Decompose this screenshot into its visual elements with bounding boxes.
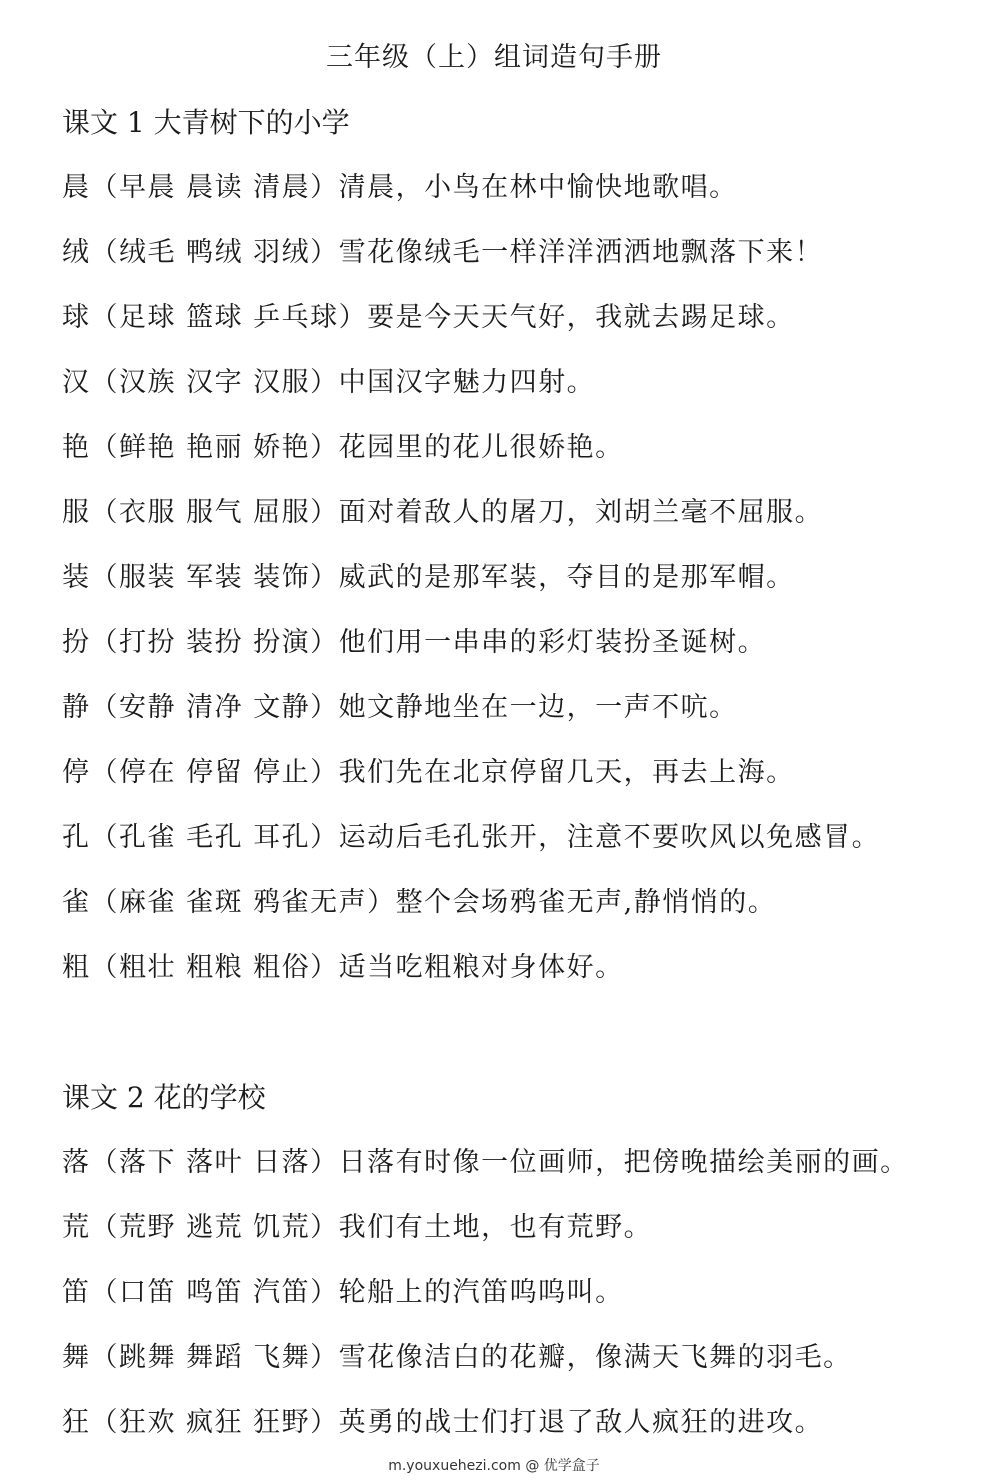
vocab-character: 孔: [62, 822, 91, 853]
vocab-sentence: 雪花像洁白的花瓣，像满天飞舞的羽毛。: [338, 1342, 852, 1373]
vocab-word-group: （安静 清净 文静）: [90, 692, 339, 723]
vocab-entry: [62, 1273, 962, 1313]
vocab-entry: [62, 623, 962, 663]
vocab-sentence: 轮船上的汽笛呜呜叫。: [338, 1277, 624, 1308]
vocab-entry: [62, 1403, 962, 1443]
vocab-entry: [62, 948, 962, 988]
vocab-character: 艳: [62, 432, 91, 463]
vocab-entry: [62, 753, 962, 793]
vocab-sentence: 他们用一串串的彩灯装扮圣诞树。: [338, 627, 767, 658]
vocab-entry: [62, 428, 962, 468]
vocab-character: 绒: [62, 237, 91, 268]
vocab-entry: [62, 688, 962, 728]
vocab-entry: [62, 1143, 962, 1183]
vocab-sentence: 清晨，小鸟在林中愉快地歌唱。: [338, 172, 738, 203]
vocab-character: 服: [62, 497, 91, 528]
vocab-word-group: （落下 落叶 日落）: [90, 1147, 339, 1178]
vocab-entry: [62, 1338, 962, 1378]
vocab-word-group: （麻雀 雀斑 鸦雀无声）: [90, 887, 396, 918]
vocab-entry: [62, 818, 962, 858]
vocab-character: 荒: [62, 1212, 91, 1243]
vocab-entry: [62, 168, 962, 208]
vocab-sentence: 要是今天天气好，我就去踢足球。: [367, 302, 795, 333]
vocab-word-group: （打扮 装扮 扮演）: [90, 627, 339, 658]
vocab-character: 汉: [62, 367, 91, 398]
vocab-character: 晨: [62, 172, 91, 203]
vocab-sentence: 花园里的花儿很娇艳。: [338, 432, 624, 463]
vocab-sentence: 我们有土地，也有荒野。: [338, 1212, 653, 1243]
vocab-sentence: 她文静地坐在一边，一声不吭。: [338, 692, 738, 723]
vocab-character: 扮: [62, 627, 91, 658]
vocab-entry: [62, 1208, 962, 1248]
lesson-section-2: [62, 1078, 962, 1443]
lesson-heading: 课文 2 花的学校: [62, 1081, 266, 1114]
vocab-character: 球: [62, 302, 91, 333]
vocab-sentence: 英勇的战士们打退了敌人疯狂的进攻。: [338, 1407, 824, 1438]
vocab-word-group: （孔雀 毛孔 耳孔）: [90, 822, 339, 853]
vocab-word-group: （停在 停留 停止）: [90, 757, 339, 788]
vocab-character: 舞: [62, 1342, 91, 1373]
vocab-word-group: （粗壮 粗粮 粗俗）: [90, 952, 339, 983]
vocab-entry: [62, 233, 962, 273]
vocab-word-group: （鲜艳 艳丽 娇艳）: [90, 432, 339, 463]
vocab-sentence: 中国汉字魅力四射。: [338, 367, 596, 398]
vocab-sentence: 整个会场鸦雀无声,静悄悄的。: [395, 887, 777, 918]
vocab-sentence: 适当吃粗粮对身体好。: [338, 952, 624, 983]
vocab-sentence: 面对着敌人的屠刀，刘胡兰毫不屈服。: [338, 497, 824, 528]
vocab-character: 粗: [62, 952, 91, 983]
vocab-entry: [62, 558, 962, 598]
vocab-sentence: 运动后毛孔张开，注意不要吹风以免感冒。: [338, 822, 881, 853]
vocab-word-group: （汉族 汉字 汉服）: [90, 367, 339, 398]
document-title: 三年级（上）组词造句手册: [326, 42, 662, 73]
lesson-heading: 课文 1 大青树下的小学: [62, 106, 350, 139]
vocab-character: 笛: [62, 1277, 91, 1308]
vocab-word-group: （荒野 逃荒 饥荒）: [90, 1212, 339, 1243]
vocab-word-group: （足球 篮球 乒乓球）: [90, 302, 368, 333]
vocab-character: 静: [62, 692, 91, 723]
vocab-character: 停: [62, 757, 91, 788]
vocab-sentence: 日落有时像一位画师，把傍晚描绘美丽的画。: [338, 1147, 909, 1178]
vocab-word-group: （早晨 晨读 清晨）: [90, 172, 339, 203]
vocab-word-group: （跳舞 舞蹈 飞舞）: [90, 1342, 339, 1373]
vocab-character: 装: [62, 562, 91, 593]
vocab-entry: [62, 493, 962, 533]
lesson-section-1: [62, 103, 962, 988]
vocab-character: 雀: [62, 887, 91, 918]
vocab-word-group: （绒毛 鸭绒 羽绒）: [90, 237, 339, 268]
vocab-entry: [62, 298, 962, 338]
vocab-word-group: （口笛 鸣笛 汽笛）: [90, 1277, 339, 1308]
vocab-entry: [62, 883, 962, 923]
vocab-word-group: （狂欢 疯狂 狂野）: [90, 1407, 339, 1438]
vocab-sentence: 雪花像绒毛一样洋洋洒洒地飘落下来！: [338, 237, 824, 268]
vocab-sentence: 我们先在北京停留几天，再去上海。: [338, 757, 795, 788]
vocab-entry: [62, 363, 962, 403]
footer-watermark: m.youxuehezi.com @ 优学盒子: [388, 1458, 600, 1474]
vocab-word-group: （衣服 服气 屈服）: [90, 497, 339, 528]
vocab-character: 狂: [62, 1407, 91, 1438]
vocab-sentence: 威武的是那军装，夺目的是那军帽。: [338, 562, 795, 593]
vocab-character: 落: [62, 1147, 91, 1178]
vocab-word-group: （服装 军装 装饰）: [90, 562, 339, 593]
